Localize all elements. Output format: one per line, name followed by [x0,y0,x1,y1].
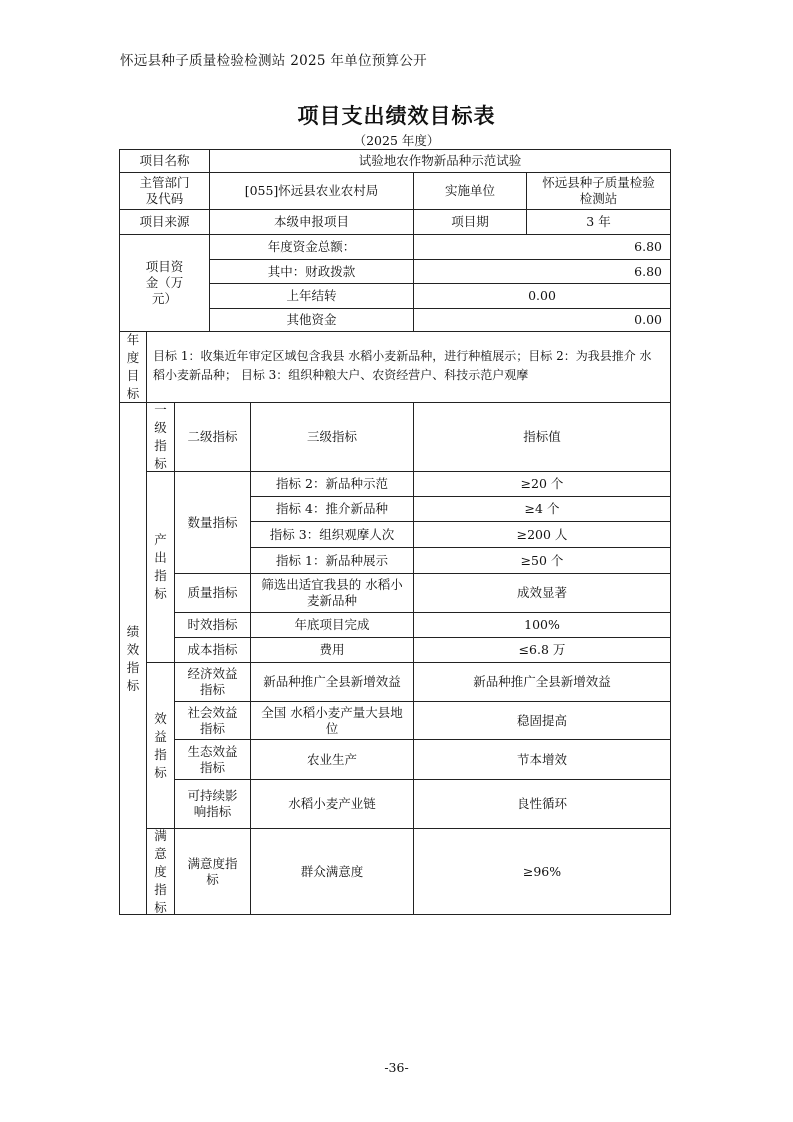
funds-fiscal-label: 其中：财政拨款 [267,263,356,279]
annual-goal-text: 目标 1：收集近年审定区域包含我县 水稻小麦新品种，进行种植展示；目标 2：为我县推介 水稻小麦新品种； 目标 3：组织种粮大户、农资经营户、科技示范户观摩 [153,349,652,382]
benefit-item-label: 生态效益指标 [187,743,238,775]
level3-header: 三级指标 [306,429,357,444]
benefit-item-value: 良性循环 [516,796,567,811]
value-header: 指标值 [523,429,561,444]
quantity-item-value: ≥4 个 [524,501,560,516]
quality-value: 成效显著 [516,585,567,600]
benefit-item-name: 全国 水稻小麦产量大县地位 [261,704,403,736]
satisfaction-value: ≥96% [522,863,562,879]
annual-goal-label-cell [120,332,146,402]
timeliness-label: 时效指标 [187,617,238,632]
quantity-item-name: 指标 1：新品种展示 [276,552,388,568]
level1-header: 一级指标 [154,402,167,471]
funds-other-value: 0.00 [634,312,662,327]
benefit-label-cell [147,663,174,828]
table-subtitle: （2025 年度） [353,133,440,148]
performance-label: 绩效指标 [126,623,140,693]
cost-name: 费用 [319,642,345,657]
benefit-item-label: 社会效益指标 [187,704,238,736]
benefit-item-value: 节本增效 [516,751,567,767]
period-value: 3 年 [586,214,611,229]
source-value: 本级申报项目 [273,214,349,229]
funds-fiscal-value: 6.80 [634,263,662,279]
table-title: 项目支出绩效目标表 [297,103,496,128]
cost-value: ≤6.8 万 [518,642,566,657]
project-name-label: 项目名称 [139,153,190,168]
quantity-item-value: ≥200 人 [516,526,568,542]
annual-goal-label: 年度目标 [126,332,140,401]
document-header: 怀远县种子质量检验检测站 2025 年单位预算公开 [120,53,427,69]
project-name-value: 试验地农作物新品种示范试验 [358,153,522,168]
impl-value: 怀远县种子质量检验检测站 [542,175,655,206]
benefit-item-value: 稳固提高 [516,712,567,728]
quantity-item-value: ≥20 个 [520,476,564,491]
benefit-item-label: 经济效益指标 [187,666,238,697]
page-number: -36- [384,1060,409,1075]
satisfaction-label-cell [147,829,174,914]
level1-header-cell [147,403,174,471]
benefit-label: 效益指标 [154,710,167,780]
dept-label: 主管部门及代码 [139,175,190,206]
satisfaction-sub-label: 满意度指标 [187,855,238,887]
quality-name: 筛选出适宜我县的 水稻小麦新品种 [261,577,403,608]
funds-label: 项目资金（万元） [145,259,184,306]
funds-carryover-value: 0.00 [528,288,556,303]
cost-label: 成本指标 [187,642,238,657]
funds-carryover-label: 上年结转 [286,288,337,303]
benefit-item-name: 农业生产 [306,751,357,767]
funds-total-value: 6.80 [634,239,662,254]
benefit-item-name: 新品种推广全县新增效益 [263,674,401,689]
benefit-item-label: 可持续影响指标 [187,788,238,819]
output-label-cell [147,472,174,662]
quantity-item-name: 指标 2：新品种示范 [276,476,388,491]
quality-label: 质量指标 [187,585,238,600]
dept-value: [055]怀远县农业农村局 [244,183,379,198]
satisfaction-name: 群众满意度 [300,863,364,879]
impl-label: 实施单位 [444,183,495,198]
source-label: 项目来源 [139,214,190,229]
timeliness-value: 100% [524,617,560,632]
level2-header: 二级指标 [187,429,238,444]
quantity-label: 数量指标 [187,514,238,530]
benefit-item-name: 水稻小麦产业链 [288,796,376,811]
timeliness-name: 年底项目完成 [294,617,370,632]
funds-other-label: 其他资金 [286,312,337,327]
quantity-item-name: 指标 4：推介新品种 [276,501,388,516]
funds-total-label: 年度资金总额： [267,239,356,254]
quantity-item-name: 指标 3：组织观摩人次 [269,526,395,542]
benefit-item-value: 新品种推广全县新增效益 [473,674,611,689]
period-label: 项目期 [451,214,489,229]
quantity-item-value: ≥50 个 [520,552,564,568]
performance-label-cell [120,403,146,914]
satisfaction-label: 满意度指标 [154,827,167,915]
output-label: 产出指标 [154,532,167,601]
